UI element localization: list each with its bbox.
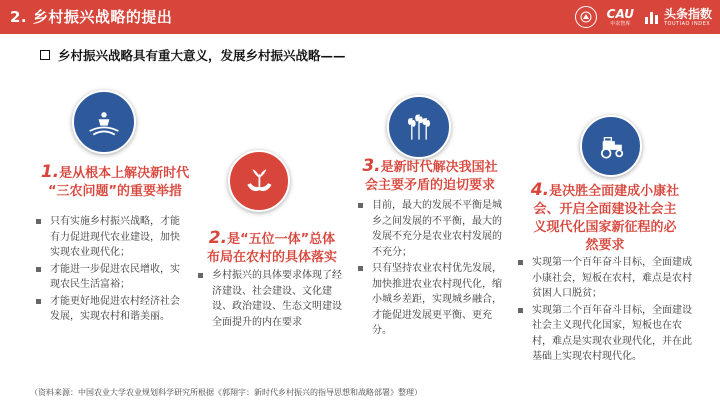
list-item: 才能更好地促进农村经济社会发展，实现农村和谐美丽。 (34, 294, 184, 325)
wheat-icon (387, 95, 451, 159)
page-title: 2. 乡村振兴战略的提出 (10, 8, 173, 26)
tractor-icon (580, 115, 642, 177)
section-subtitle (40, 46, 346, 64)
section-3-title (350, 158, 510, 194)
toutiao-logo-name: 头条指数 (663, 6, 712, 21)
toutiao-logo-sub: TOUTIAO INDEX (663, 20, 711, 27)
section-2-title (192, 230, 352, 266)
section-1-bullets (34, 214, 184, 326)
hands-plant-icon (228, 150, 290, 212)
section-4-title-line-1: 是决胜全面建成小康社 (549, 184, 680, 199)
section-4-number: 4. (530, 180, 550, 200)
section-3-title-line-1: 是新时代解决我国社 (380, 160, 498, 175)
section-4-title-line-2: 会、开启全面建设社会主 (533, 202, 677, 217)
section-2-bullets (196, 268, 344, 331)
section-1-title (30, 164, 200, 200)
list-item: 乡村振兴的具体要求体现了经济建设、社会建设、文化建设、政治建设、生态文明建设全面提升的内在要求 (196, 268, 344, 330)
section-4-title-line-3: 义现代化国家新征程的必 (533, 220, 677, 235)
logo-group (575, 4, 712, 30)
checkbox-square-icon (40, 50, 50, 60)
cau-logo-text: 中农智库 (610, 20, 631, 27)
list-item: 实现第一个百年奋斗目标，全面建成小康社会，短板在农村，难点是农村贫困人口脱贫； (516, 255, 692, 302)
cau-logo (607, 8, 634, 27)
list-item: 才能进一步促进农民增收，实现农民生活富裕； (34, 262, 184, 293)
list-item: 目前，最大的发展不平衡是城乡之间发展的不平衡，最大的发展不充分是农业农村发展的不充分； (356, 198, 508, 260)
list-item: 实现第二个百年奋斗目标，全面建设社会主义现代化国家，短板也在农村，难点是实现农业现代化，并在此基础上实现农村现代化。 (516, 303, 692, 365)
cau-logo-mark: CAU (606, 6, 634, 21)
section-2-title-line-1: 是“五位一体”总体 (227, 232, 336, 247)
section-3-title-line-2: 会主要矛盾的迫切要求 (364, 178, 495, 193)
farmer-field-icon (72, 90, 136, 154)
section-1-number: 1. (40, 162, 60, 182)
header-bar (0, 0, 720, 34)
section-4-title (520, 182, 690, 254)
section-4-title-line-4: 然要求 (585, 238, 625, 253)
section-3-bullets (356, 198, 508, 340)
list-item: 只有坚持农业农村优先发展，加快推进农业农村现代化，缩小城乡差距，实现城乡融合，才能促进发展更平衡、更充分。 (356, 261, 508, 339)
section-1-title-line-1: 是从根本上解决新时代 (59, 166, 190, 181)
university-seal-icon (575, 6, 597, 28)
section-3-number: 3. (362, 156, 381, 176)
subtitle-text: 乡村振兴战略具有重大意义，发展乡村振兴战略—— (58, 48, 346, 63)
bar-chart-icon (644, 9, 660, 25)
section-2-title-line-2: 布局在农村的具体落实 (206, 250, 337, 265)
section-1-title-line-2: “三农问题”的重要举措 (47, 184, 183, 199)
toutiao-logo (644, 8, 712, 27)
section-2-number: 2. (208, 228, 228, 248)
section-4-bullets (516, 255, 692, 366)
list-item: 只有实施乡村振兴战略，才能有力促进现代农业建设，加快实现农业现代化； (34, 214, 184, 261)
source-note: （资料来源：中国农业大学农业规划科学研究所根据《郭翔宇：新时代乡村振兴的指导思想和战略部署》整理） (30, 388, 422, 397)
